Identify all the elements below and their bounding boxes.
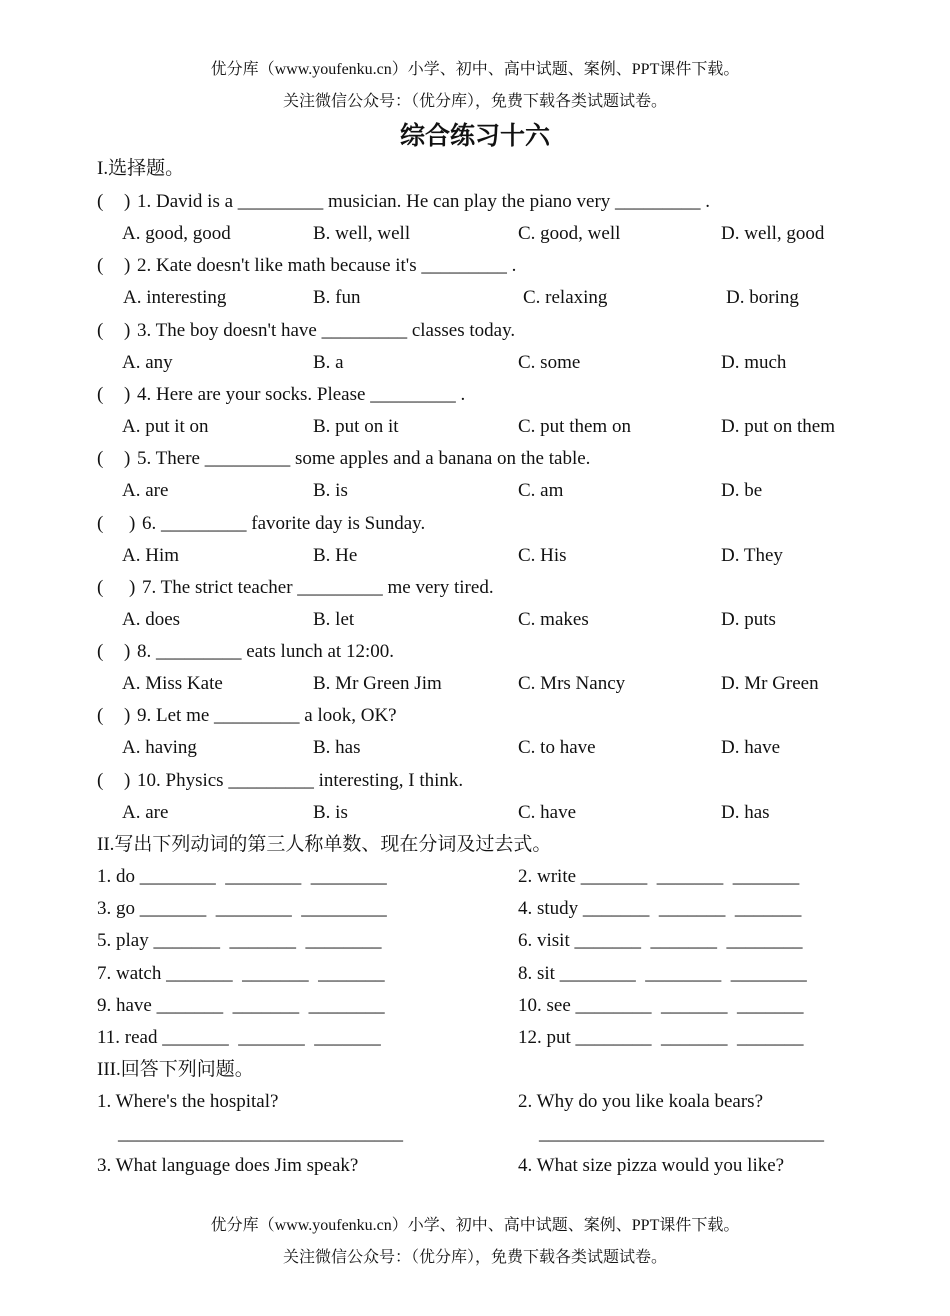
- verb-row[interactable]: 1. do ________ ________ ________: [97, 866, 387, 887]
- answer-line-2[interactable]: ______________________________: [539, 1123, 824, 1144]
- answer-paren-close[interactable]: ): [124, 448, 131, 469]
- answer-paren-close[interactable]: ): [124, 770, 131, 791]
- verb-row[interactable]: 11. read _______ _______ _______: [97, 1027, 381, 1048]
- answer-paren-open: (: [97, 384, 104, 405]
- answer-paren-open: (: [97, 577, 104, 598]
- option-b[interactable]: B. a: [313, 352, 344, 373]
- page-title: 综合练习十六: [399, 121, 550, 150]
- option-a[interactable]: A. are: [122, 480, 169, 501]
- option-a[interactable]: A. put it on: [122, 416, 209, 437]
- option-d[interactable]: D. has: [721, 802, 770, 823]
- option-d[interactable]: D. They: [721, 545, 783, 566]
- option-a[interactable]: A. interesting: [123, 287, 227, 308]
- option-b[interactable]: B. is: [313, 480, 348, 501]
- option-b[interactable]: B. has: [313, 737, 361, 758]
- question-text: 8. _________ eats lunch at 12:00.: [137, 641, 394, 662]
- answer-paren-open: (: [97, 320, 104, 341]
- section-3-heading: III.回答下列问题。: [97, 1059, 254, 1080]
- option-c[interactable]: C. His: [518, 545, 567, 566]
- answer-paren-close[interactable]: ): [129, 577, 136, 598]
- option-d[interactable]: D. puts: [721, 609, 776, 630]
- option-d[interactable]: D. put on them: [721, 416, 835, 437]
- question-3-2: 2. Why do you like koala bears?: [518, 1091, 763, 1112]
- option-c[interactable]: C. have: [518, 802, 577, 823]
- answer-paren-open: (: [97, 641, 104, 662]
- question-text: 4. Here are your socks. Please _________ .: [137, 384, 466, 405]
- answer-paren-close[interactable]: ): [129, 513, 136, 534]
- header-line-2: 关注微信公众号：（优分库），免费下载各类试题试卷。: [282, 93, 667, 110]
- answer-paren-close[interactable]: ): [124, 320, 131, 341]
- option-b[interactable]: B. Mr Green Jim: [313, 673, 442, 694]
- verb-row[interactable]: 7. watch _______ _______ _______: [97, 963, 385, 984]
- section-2-heading: II.写出下列动词的第三人称单数、现在分词及过去式。: [97, 834, 552, 855]
- verb-row[interactable]: 4. study _______ _______ _______: [518, 898, 802, 919]
- question-text: 6. _________ favorite day is Sunday.: [142, 513, 426, 534]
- footer-line-1: 优分库（www.youfenku.cn）小学、初中、高中试题、案例、PPT课件下载。: [210, 1217, 740, 1234]
- option-a[interactable]: A. does: [122, 609, 181, 630]
- option-c[interactable]: C. makes: [518, 609, 589, 630]
- question-text: 1. David is a _________ musician. He can play the piano very _________ .: [137, 191, 711, 212]
- option-a[interactable]: A. Miss Kate: [122, 673, 223, 694]
- question-text: 3. The boy doesn't have _________ classes today.: [137, 320, 516, 341]
- answer-paren-open: (: [97, 191, 104, 212]
- question-text: 7. The strict teacher _________ me very tired.: [142, 577, 494, 598]
- option-b[interactable]: B. well, well: [313, 223, 411, 244]
- option-d[interactable]: D. have: [721, 737, 781, 758]
- option-c[interactable]: C. am: [518, 480, 564, 501]
- option-d[interactable]: D. much: [721, 352, 787, 373]
- answer-paren-close[interactable]: ): [124, 641, 131, 662]
- option-b[interactable]: B. put on it: [313, 416, 399, 437]
- answer-paren-close[interactable]: ): [124, 255, 131, 276]
- option-b[interactable]: B. fun: [313, 287, 361, 308]
- verb-row[interactable]: 6. visit _______ _______ ________: [518, 930, 803, 951]
- answer-paren-open: (: [97, 255, 104, 276]
- footer-line-2: 关注微信公众号：（优分库），免费下载各类试题试卷。: [282, 1249, 667, 1266]
- question-text: 5. There _________ some apples and a banana on the table.: [137, 448, 591, 469]
- question-text: 9. Let me _________ a look, OK?: [137, 705, 397, 726]
- verb-row[interactable]: 12. put ________ _______ _______: [518, 1027, 804, 1048]
- option-a[interactable]: A. good, good: [122, 223, 231, 244]
- verb-row[interactable]: 2. write _______ _______ _______: [518, 866, 800, 887]
- option-d[interactable]: D. well, good: [721, 223, 825, 244]
- header-line-1: 优分库（www.youfenku.cn）小学、初中、高中试题、案例、PPT课件下载。: [210, 61, 740, 78]
- answer-paren-close[interactable]: ): [124, 705, 131, 726]
- option-c[interactable]: C. to have: [518, 737, 596, 758]
- option-d[interactable]: D. be: [721, 480, 763, 501]
- answer-paren-close[interactable]: ): [124, 191, 131, 212]
- option-a[interactable]: A. are: [122, 802, 169, 823]
- option-b[interactable]: B. let: [313, 609, 355, 630]
- option-a[interactable]: A. having: [122, 737, 197, 758]
- option-b[interactable]: B. is: [313, 802, 348, 823]
- question-text: 2. Kate doesn't like math because it's _________ .: [137, 255, 517, 276]
- verb-row[interactable]: 5. play _______ _______ ________: [97, 930, 382, 951]
- answer-paren-open: (: [97, 448, 104, 469]
- option-d[interactable]: D. Mr Green: [721, 673, 819, 694]
- option-c[interactable]: C. relaxing: [523, 287, 608, 308]
- verb-row[interactable]: 10. see ________ _______ _______: [518, 995, 804, 1016]
- question-text: 10. Physics _________ interesting, I think.: [137, 770, 464, 791]
- answer-paren-open: (: [97, 705, 104, 726]
- option-b[interactable]: B. He: [313, 545, 358, 566]
- answer-paren-open: (: [97, 513, 104, 534]
- verb-row[interactable]: 3. go _______ ________ _________: [97, 898, 387, 919]
- section-1-heading: I.选择题。: [97, 158, 185, 179]
- option-c[interactable]: C. put them on: [518, 416, 631, 437]
- answer-paren-close[interactable]: ): [124, 384, 131, 405]
- verb-row[interactable]: 8. sit ________ ________ ________: [518, 963, 807, 984]
- answer-paren-open: (: [97, 770, 104, 791]
- answer-line-1[interactable]: ______________________________: [118, 1123, 403, 1144]
- question-3-3: 3. What language does Jim speak?: [97, 1155, 359, 1176]
- option-c[interactable]: C. some: [518, 352, 581, 373]
- option-c[interactable]: C. good, well: [518, 223, 621, 244]
- option-d[interactable]: D. boring: [726, 287, 799, 308]
- option-a[interactable]: A. Him: [122, 545, 179, 566]
- question-3-1: 1. Where's the hospital?: [97, 1091, 279, 1112]
- option-c[interactable]: C. Mrs Nancy: [518, 673, 626, 694]
- verb-row[interactable]: 9. have _______ _______ ________: [97, 995, 385, 1016]
- question-3-4: 4. What size pizza would you like?: [518, 1155, 785, 1176]
- option-a[interactable]: A. any: [122, 352, 173, 373]
